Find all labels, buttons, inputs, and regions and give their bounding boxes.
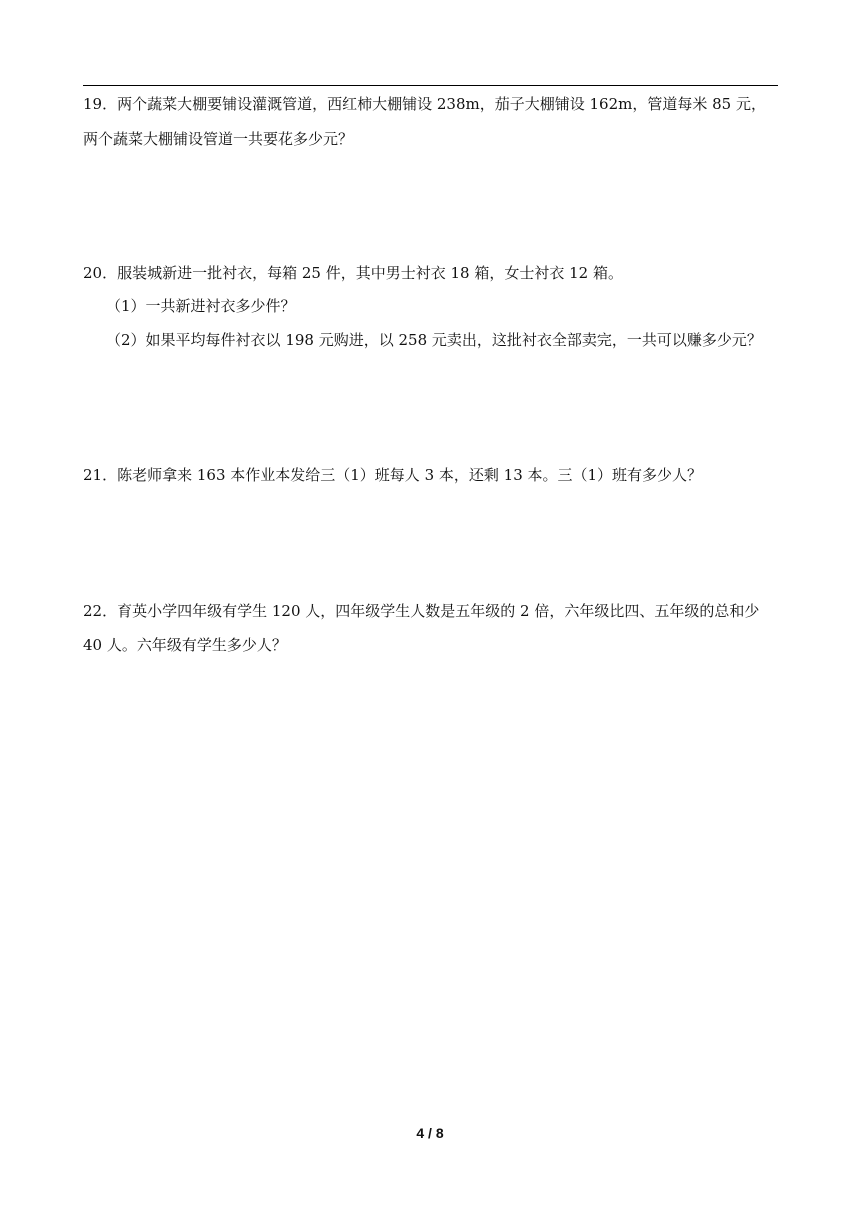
- question-text-line: 陈老师拿来 163 本作业本发给三（1）班每人 3 本，还剩 13 本。三（1）班有多少人？: [117, 466, 703, 484]
- question-text-line: 40 人。六年级有学生多少人？: [83, 636, 287, 654]
- question-number: 21．: [83, 466, 118, 484]
- question-text-line: 两个蔬菜大棚铺设管道一共要花多少元？: [83, 130, 354, 148]
- sub-question-1: （1）一共新进衬衣多少件？: [106, 297, 296, 315]
- question-19: [83, 94, 766, 114]
- question-20: [83, 263, 623, 283]
- question-text-line: 两个蔬菜大棚要铺设灌溉管道，西红柿大棚铺设 238m，茄子大棚铺设 162m，管道每米 85 元，: [117, 95, 766, 113]
- page-number: 4 / 8: [416, 1125, 444, 1141]
- question-number: 20．: [83, 264, 118, 282]
- question-number: 22．: [83, 602, 118, 620]
- question-22: [83, 601, 759, 621]
- header-rule: [83, 85, 778, 86]
- question-text-line: 育英小学四年级有学生 120 人，四年级学生人数是五年级的 2 倍，六年级比四、五年级的总和少: [117, 602, 760, 620]
- question-number: 19．: [83, 95, 118, 113]
- question-21: [83, 465, 702, 485]
- sub-question-2: （2）如果平均每件衬衣以 198 元购进，以 258 元卖出，这批衬衣全部卖完，一共可以赚多少元？: [106, 331, 762, 349]
- question-text-line: 服装城新进一批衬衣，每箱 25 件，其中男士衬衣 18 箱，女士衬衣 12 箱。: [117, 264, 623, 282]
